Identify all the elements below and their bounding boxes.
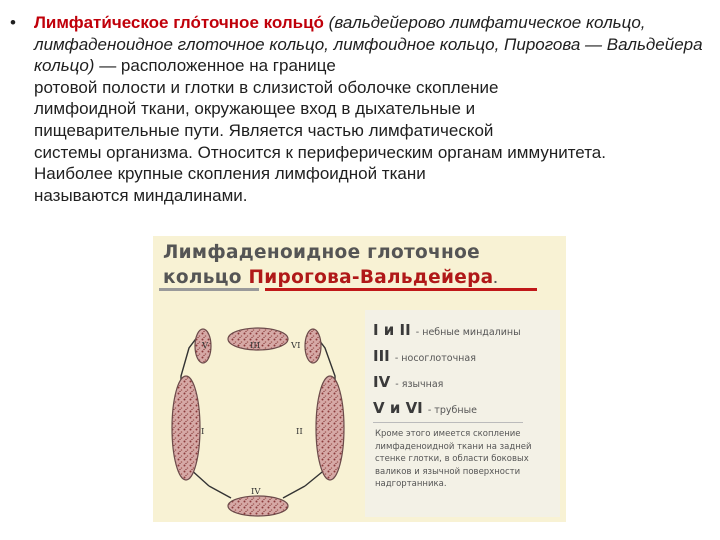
label-iv: IV	[251, 487, 261, 497]
figure-title-name: Пирогова-Вальдейера	[248, 267, 494, 288]
figure-title-line1: Лимфаденоидное глоточное	[163, 242, 480, 263]
legend-row-2	[373, 346, 476, 365]
legend-desc-1: - небные миндалины	[415, 327, 521, 338]
synonyms-text: (вальдейерово лимфатическое кольцо, лимфаденоидное глоточное кольцо, лимфоидное кольцо, Пирогова — Вальдейера кольцо)	[34, 13, 703, 76]
legend-numerals-4: V и VI	[373, 399, 423, 417]
text-line3-rest: — расположенное на границе	[94, 56, 336, 76]
text-line6: пищеварительные пути. Является частью лимфатической	[34, 120, 494, 140]
legend-row-4	[373, 398, 477, 417]
ring-line-bottom-left	[209, 486, 231, 498]
tonsil-vi	[305, 329, 321, 363]
text-line8: Наиболее крупные скопления лимфоидной ткани	[34, 164, 426, 184]
legend-divider	[373, 422, 523, 423]
text-line5: лимфоидной ткани, окружающее вход в дыхательные и	[34, 99, 476, 119]
legend-row-3	[373, 372, 443, 391]
pharyngeal-ring-figure	[153, 236, 566, 522]
slide-text	[10, 12, 716, 206]
label-v: V	[202, 341, 209, 351]
figure-title-word: кольцо	[163, 267, 242, 288]
legend-desc-3: - язычная	[395, 379, 444, 390]
text-line7: системы организма. Относится к периферическим органам иммунитета.	[34, 142, 606, 162]
bullet: •	[10, 13, 16, 32]
legend-numerals-1: I и II	[373, 321, 411, 339]
legend-note: Кроме этого имеется скопление лимфаденоидной ткани на задней стенке глотки, в области боковых валиков и язычной поверхности надгортанника.	[375, 429, 532, 490]
tonsil-ii	[316, 376, 344, 480]
legend-numerals-2: III	[373, 347, 390, 365]
tonsil-iv	[228, 496, 288, 516]
label-ii: II	[296, 427, 303, 437]
paragraph	[34, 12, 716, 206]
legend-row-1	[373, 320, 521, 339]
text-line9: называются миндалинами.	[34, 185, 248, 205]
label-iii: III	[250, 341, 261, 351]
figure-title-dot: .	[493, 273, 498, 286]
ring-line-bottom-right	[283, 486, 305, 498]
legend-desc-4: - трубные	[427, 405, 477, 416]
tonsil-i	[172, 376, 200, 480]
legend-box	[365, 310, 560, 517]
term-heading: Лимфати́ческое гло́точное кольцо́	[34, 13, 324, 32]
label-vi: VI	[291, 341, 301, 351]
legend-desc-2: - носоглоточная	[394, 353, 476, 364]
label-i: I	[201, 427, 205, 437]
text-line4: ротовой полости и глотки в слизистой оболочке скопление	[34, 77, 499, 97]
legend-numerals-3: IV	[373, 373, 391, 391]
